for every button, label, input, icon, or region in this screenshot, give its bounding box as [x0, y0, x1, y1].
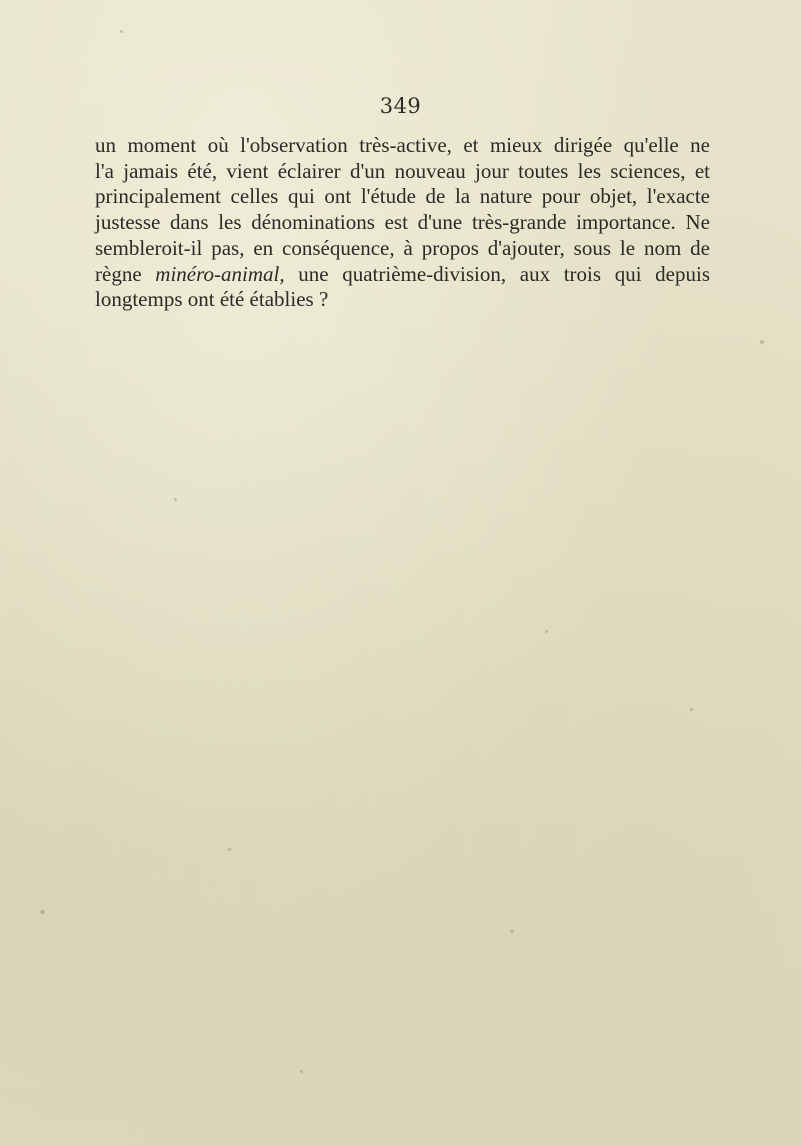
text-line: l'a jamais été, vient éclairer d'un nouveau jour toutes les sciences, et [95, 158, 710, 183]
text-line-with-italic [95, 262, 710, 288]
paragraph [95, 133, 710, 313]
text-line: justesse dans les dénominations est d'une très-grande importance. Ne [95, 210, 710, 235]
text-line: longtemps ont été établies ? [95, 287, 329, 312]
text-fragment: règne [95, 261, 142, 286]
page-number: 349 [379, 94, 422, 118]
italic-term: minéro-animal, [155, 261, 285, 286]
text-line: un moment où l'observation très-active, et mieux dirigée qu'elle ne [95, 133, 710, 157]
text-fragment: une quatrième-division, aux trois qui depuis [298, 261, 711, 286]
text-line: principalement celles qui ont l'étude de la nature pour objet, l'exacte [95, 184, 710, 209]
text-line: sembleroit-il pas, en conséquence, à propos d'ajouter, sous le nom de [95, 235, 710, 260]
